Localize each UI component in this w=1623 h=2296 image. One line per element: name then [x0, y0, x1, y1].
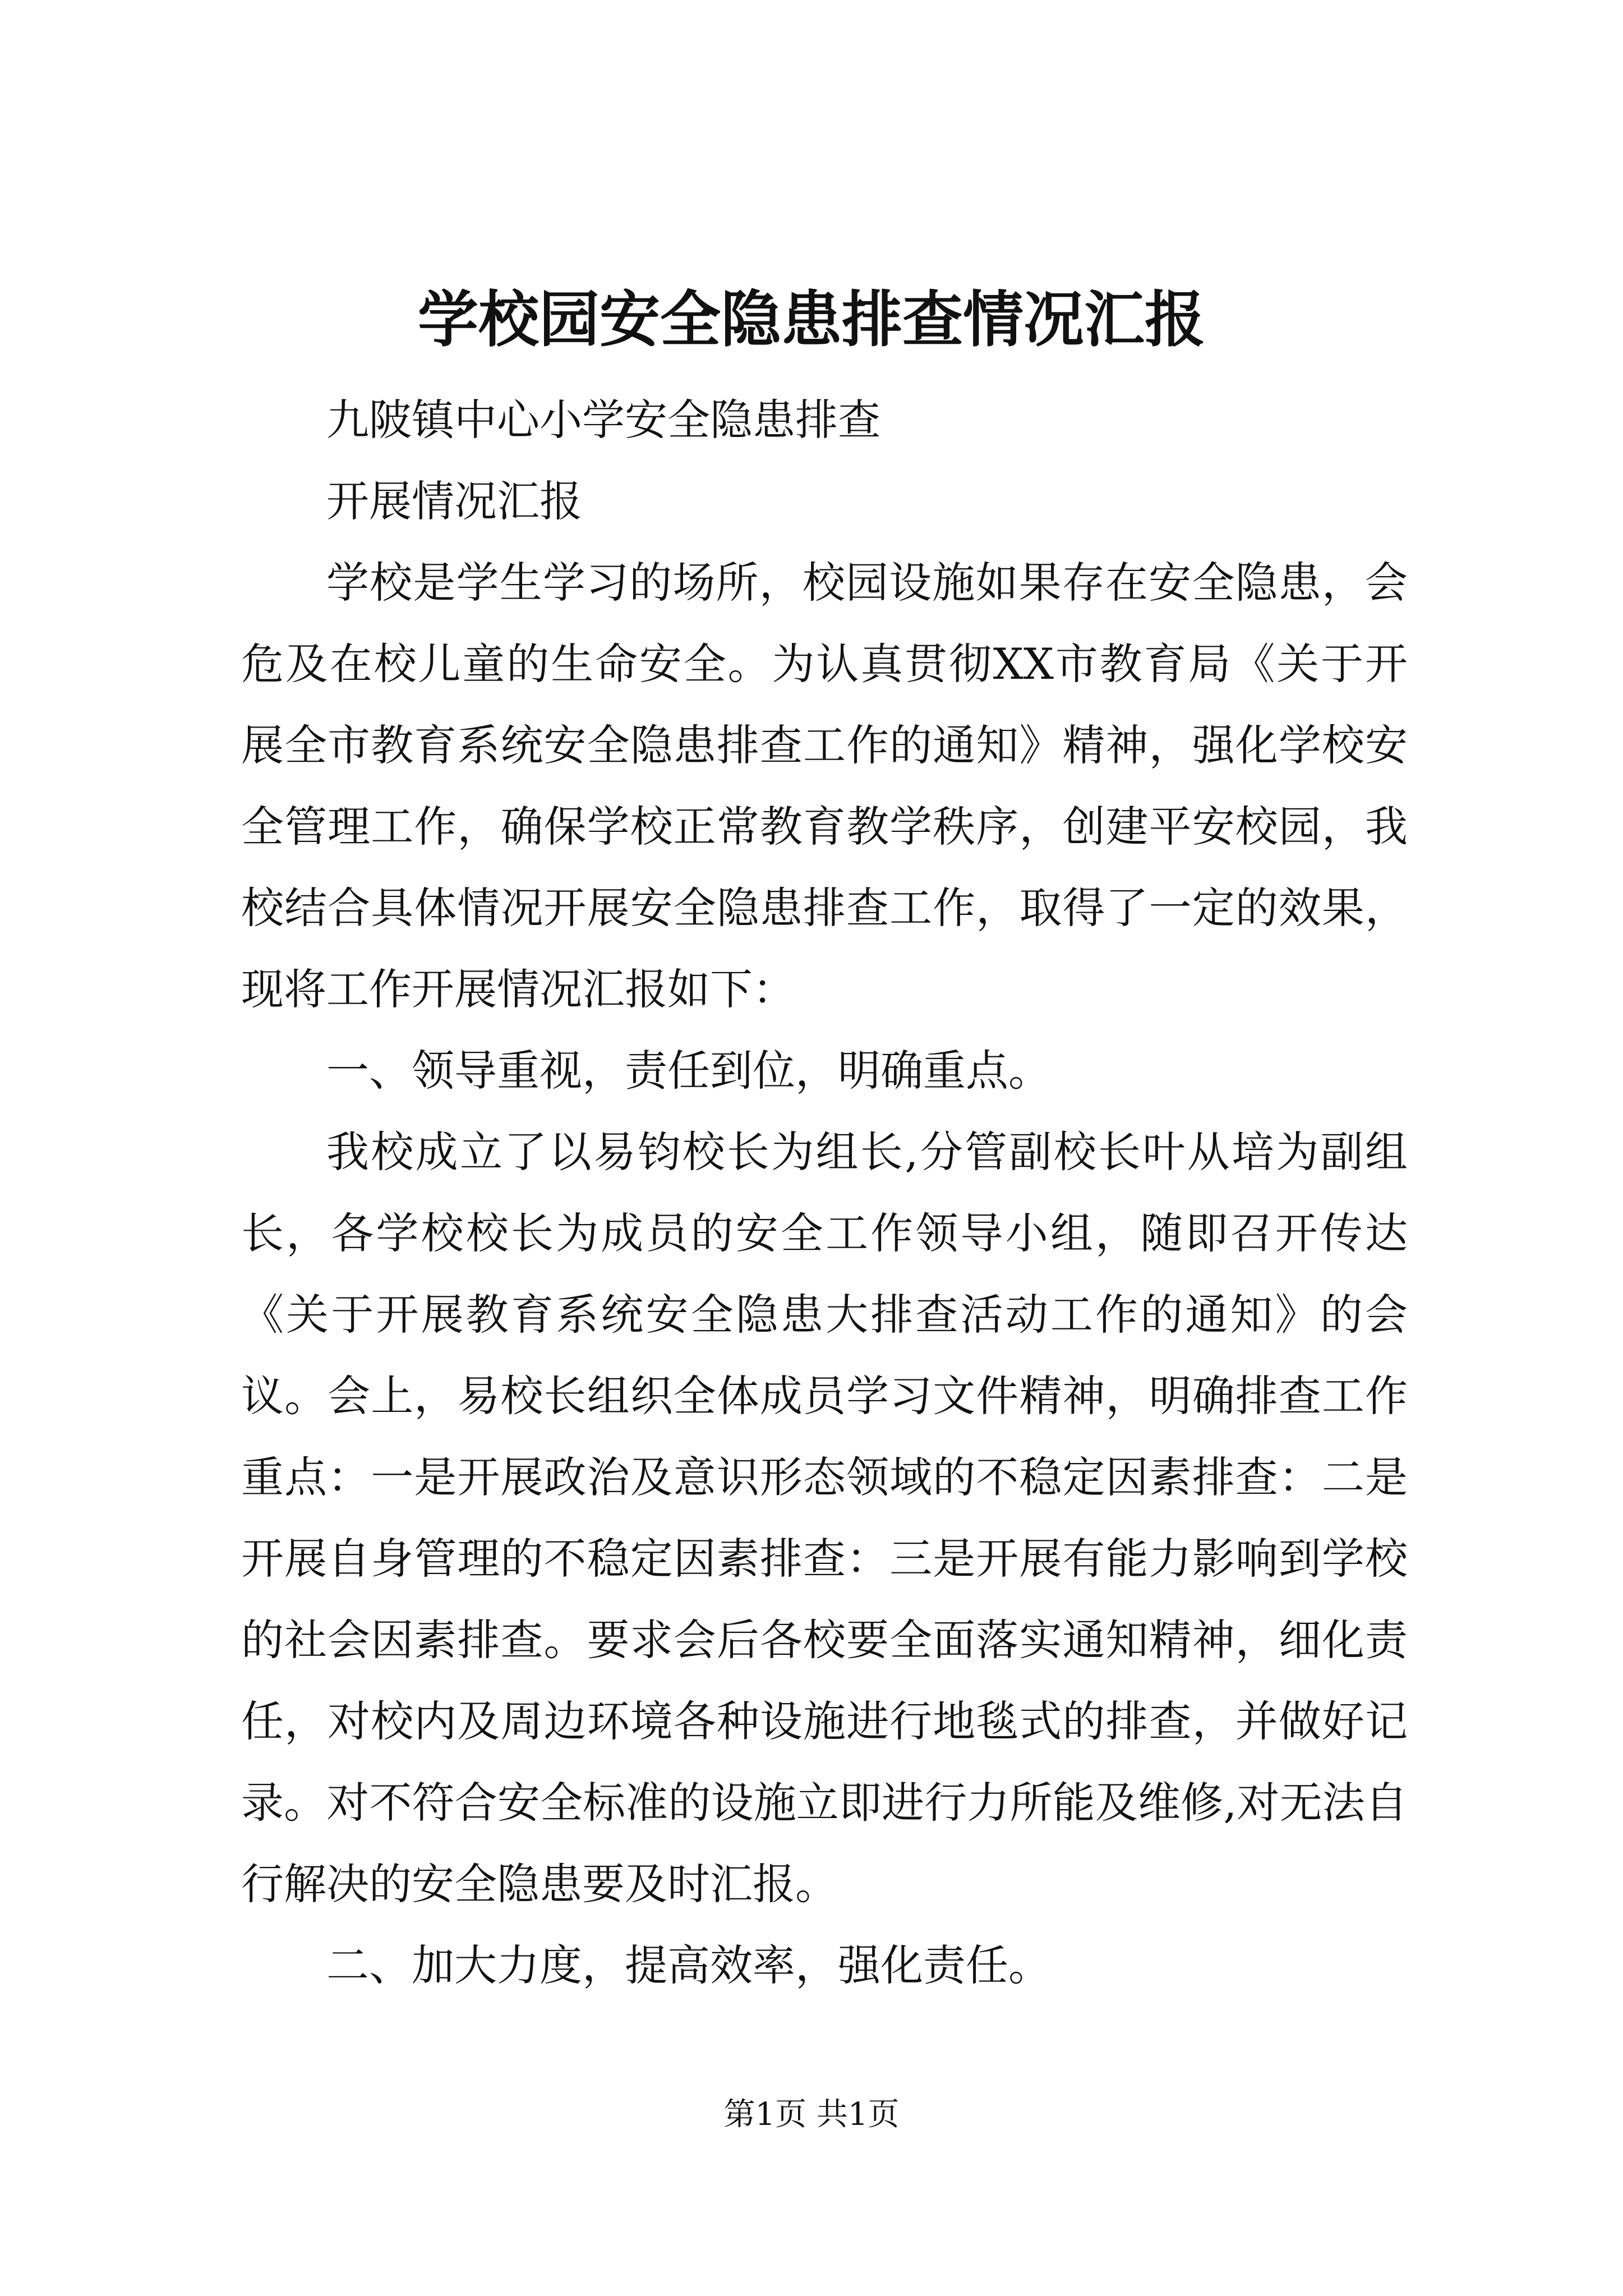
document-body: [241, 379, 1408, 2006]
section-heading-1: 一、领导重视，责任到位，明确重点。: [326, 1046, 1051, 1096]
section-1-paragraph: 我校成立了以易钧校长为组长,分管副校长叶从培为副组长，各学校校长为成员的安全工作领导小组，随即召开传达《关于开展教育系统安全隐患大排查活动工作的通知》的会议。会上，易校长组织全体成员学习文件精神，明确排查工作重点：一是开展政治及意识形态领域的不稳定因素排查：二是开展自身管理的不稳定因素排查：三是开展有能力影响到学校的社会因素排查。要求会后各校要全面落实通知精神，细化责任，对校内及周边环境各种设施进行地毯式的排查，并做好记录。对不符合安全标准的设施立即进行力所能及维修,对无法自行解决的安全隐患要及时汇报。: [241, 1127, 1408, 1909]
section-heading-2: 二、加大力度，提高效率，强化责任。: [326, 1940, 1051, 1990]
intro-paragraph: 学校是学生学习的场所，校园设施如果存在安全隐患，会危及在校儿童的生命安全。为认真贯彻XX市教育局《关于开展全市教育系统安全隐患排查工作的通知》精神，强化学校安全管理工作，确保学校正常教育教学秩序，创建平安校园，我校结合具体情况开展安全隐患排查工作，取得了一定的效果，现将工作开展情况汇报如下：: [241, 558, 1408, 1014]
subtitle-line-1: 九陂镇中心小学安全隐患排查: [326, 395, 880, 445]
document-title: 学校园安全隐患排查情况汇报: [417, 284, 1205, 355]
subtitle-line-2: 开展情况汇报: [326, 476, 582, 526]
page-footer: 第1页 共1页: [723, 2096, 900, 2133]
